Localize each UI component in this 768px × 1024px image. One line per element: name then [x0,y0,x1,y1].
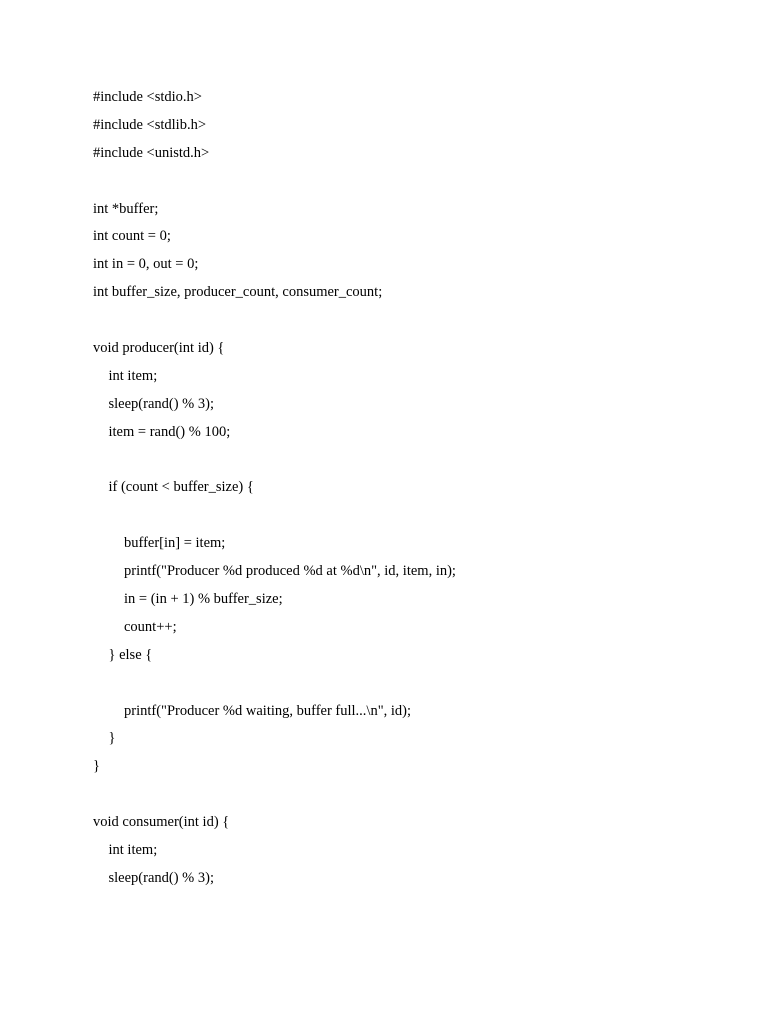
code-line: if (count < buffer_size) { [108,479,254,496]
code-line: printf("Producer %d produced %d at %d\n", id, item, in); [124,563,456,580]
code-line: #include <stdio.h> [93,89,202,105]
code-line: } [108,730,116,747]
code-line: buffer[in] = item; [124,535,226,552]
code-line: int item; [108,842,158,859]
blank-line [93,502,733,530]
code-line: item = rand() % 100; [108,423,231,440]
code-line: } else { [108,646,153,663]
code-line: printf("Producer %d waiting, buffer full...\n", id); [124,702,412,719]
code-line: sleep(rand() % 3); [108,395,214,412]
blank-line [93,307,733,335]
code-line: int *buffer; [93,200,159,217]
code-line: int item; [108,367,158,384]
code-line: int buffer_size, producer_count, consumer_count; [93,284,383,301]
blank-line [93,168,733,196]
blank-line [93,447,733,475]
code-line: void producer(int id) { [93,340,225,357]
blank-line [93,670,733,698]
code-line: void consumer(int id) { [93,814,230,831]
blank-line [93,781,733,809]
code-line: in = (in + 1) % buffer_size; [124,591,283,608]
code-line: count++; [124,618,177,635]
code-line: int count = 0; [93,228,171,245]
code-line: #include <unistd.h> [93,144,210,161]
code-line: #include <stdlib.h> [93,116,207,133]
code-line: sleep(rand() % 3); [108,869,214,886]
code-line: } [93,758,100,775]
code-line: int in = 0, out = 0; [93,256,199,273]
code-listing [93,84,733,893]
